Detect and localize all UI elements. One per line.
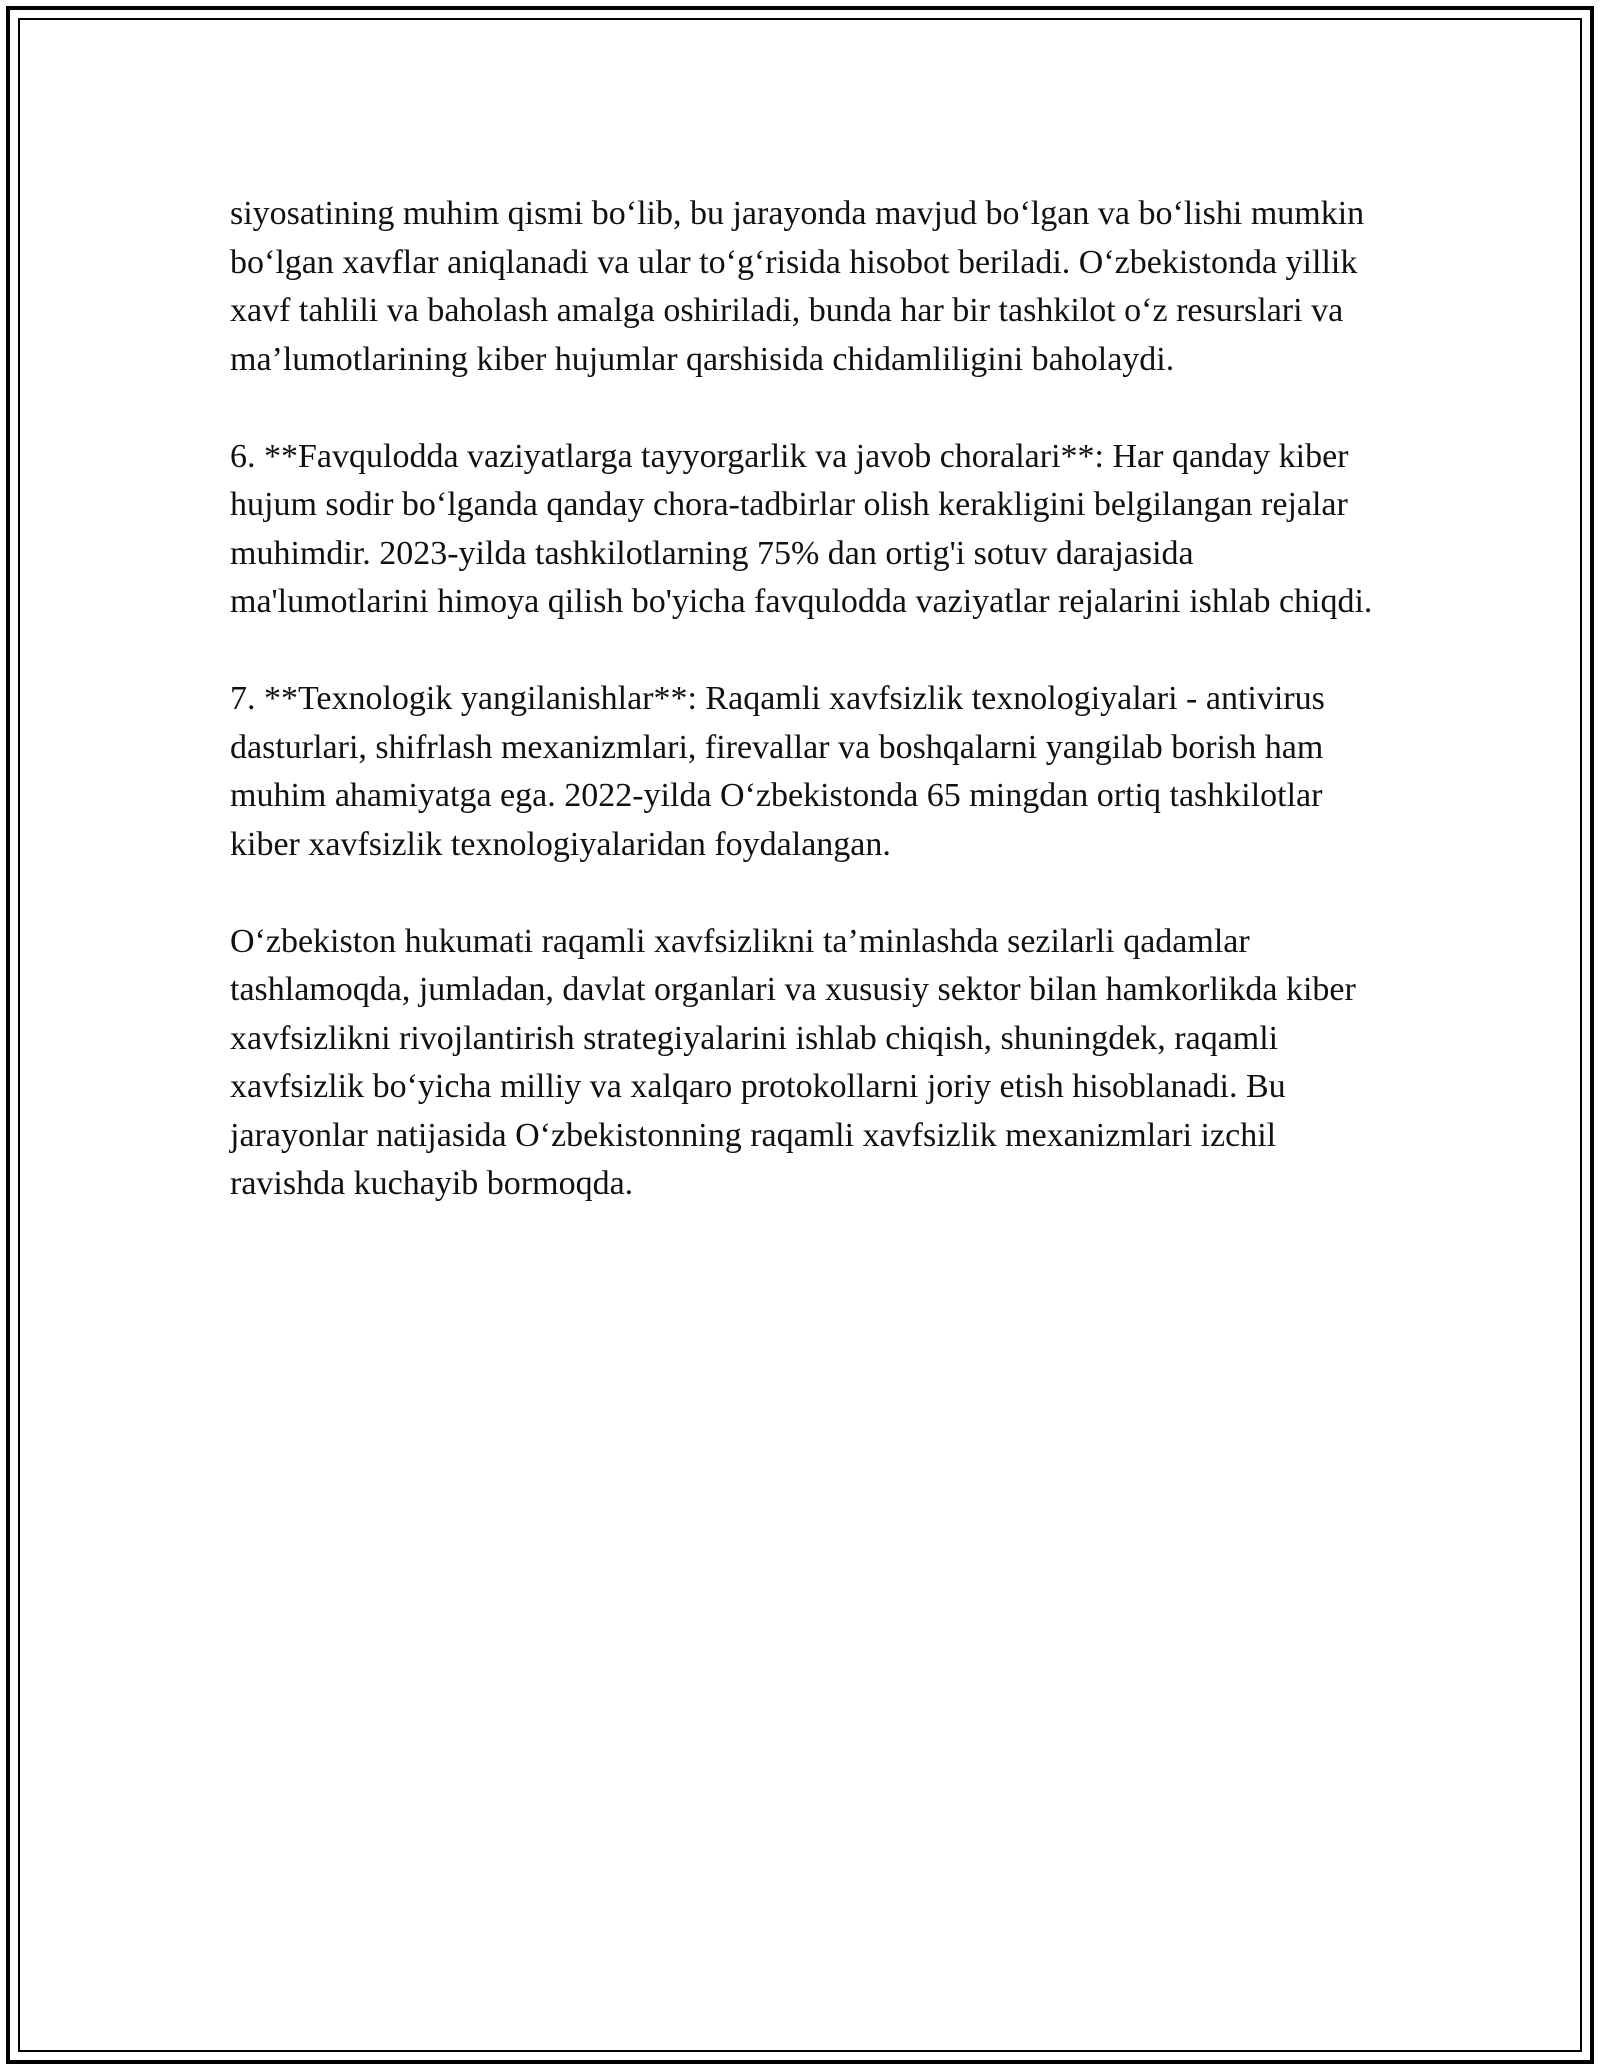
- paragraph-emergency-preparedness: 6. **Favqulodda vaziyatlarga tayyorgarlik va javob choralari**: Har qanday kiber hujum sodir bo‘lganda qanday chora-tadbirlar olish kerakligini belgilangan rejalar muhimdir. 2023-yilda tashkilotlarning 75% dan ortig'i sotuv darajasida ma'lumotlarini himoya qilish bo'yicha favqulodda vaziyatlar rejalarini ishlab chiqdi.: [230, 437, 1373, 620]
- paragraph-technology-updates: 7. **Texnologik yangilanishlar**: Raqamli xavfsizlik texnologiyalari - antivirus dasturlari, shifrlash mexanizmlari, firevallar va boshqalarni yangilab borish ham muhim ahamiyatga ega. 2022-yilda O‘zbekistonda 65 mingdan ortiq tashkilotlar kiber xavfsizlik texnologiyalaridan foydalangan.: [230, 680, 1325, 863]
- paragraph-government-conclusion: O‘zbekiston hukumati raqamli xavfsizlikni ta’minlashda sezilarli qadamlar tashlamoqda, jumladan, davlat organlari va xususiy sektor bilan hamkorlikda kiber xavfsizlikni rivojlantirish strategiyalarini ishlab chiqish, shuningdek, raqamli xavfsizlik bo‘yicha milliy va xalqaro protokollarni joriy etish hisoblanadi. Bu jarayonlar natijasida O‘zbekistonning raqamli xavfsizlik mexanizmlari izchil ravishda kuchayib bormoqda.: [230, 922, 1356, 1202]
- page-frame: [6, 6, 1594, 2064]
- paragraph-risk-assessment: siyosatining muhim qismi bo‘lib, bu jarayonda mavjud bo‘lgan va bo‘lishi mumkin bo‘lgan xavflar aniqlanadi va ular to‘g‘risida hisobot beriladi. O‘zbekistonda yillik xavf tahlili va baholash amalga oshiriladi, bunda har bir tashkilot o‘z resurslari va ma’lumotlarining kiber hujumlar qarshisida chidamliligini baholaydi.: [230, 195, 1365, 378]
- document-body: [230, 190, 1390, 1257]
